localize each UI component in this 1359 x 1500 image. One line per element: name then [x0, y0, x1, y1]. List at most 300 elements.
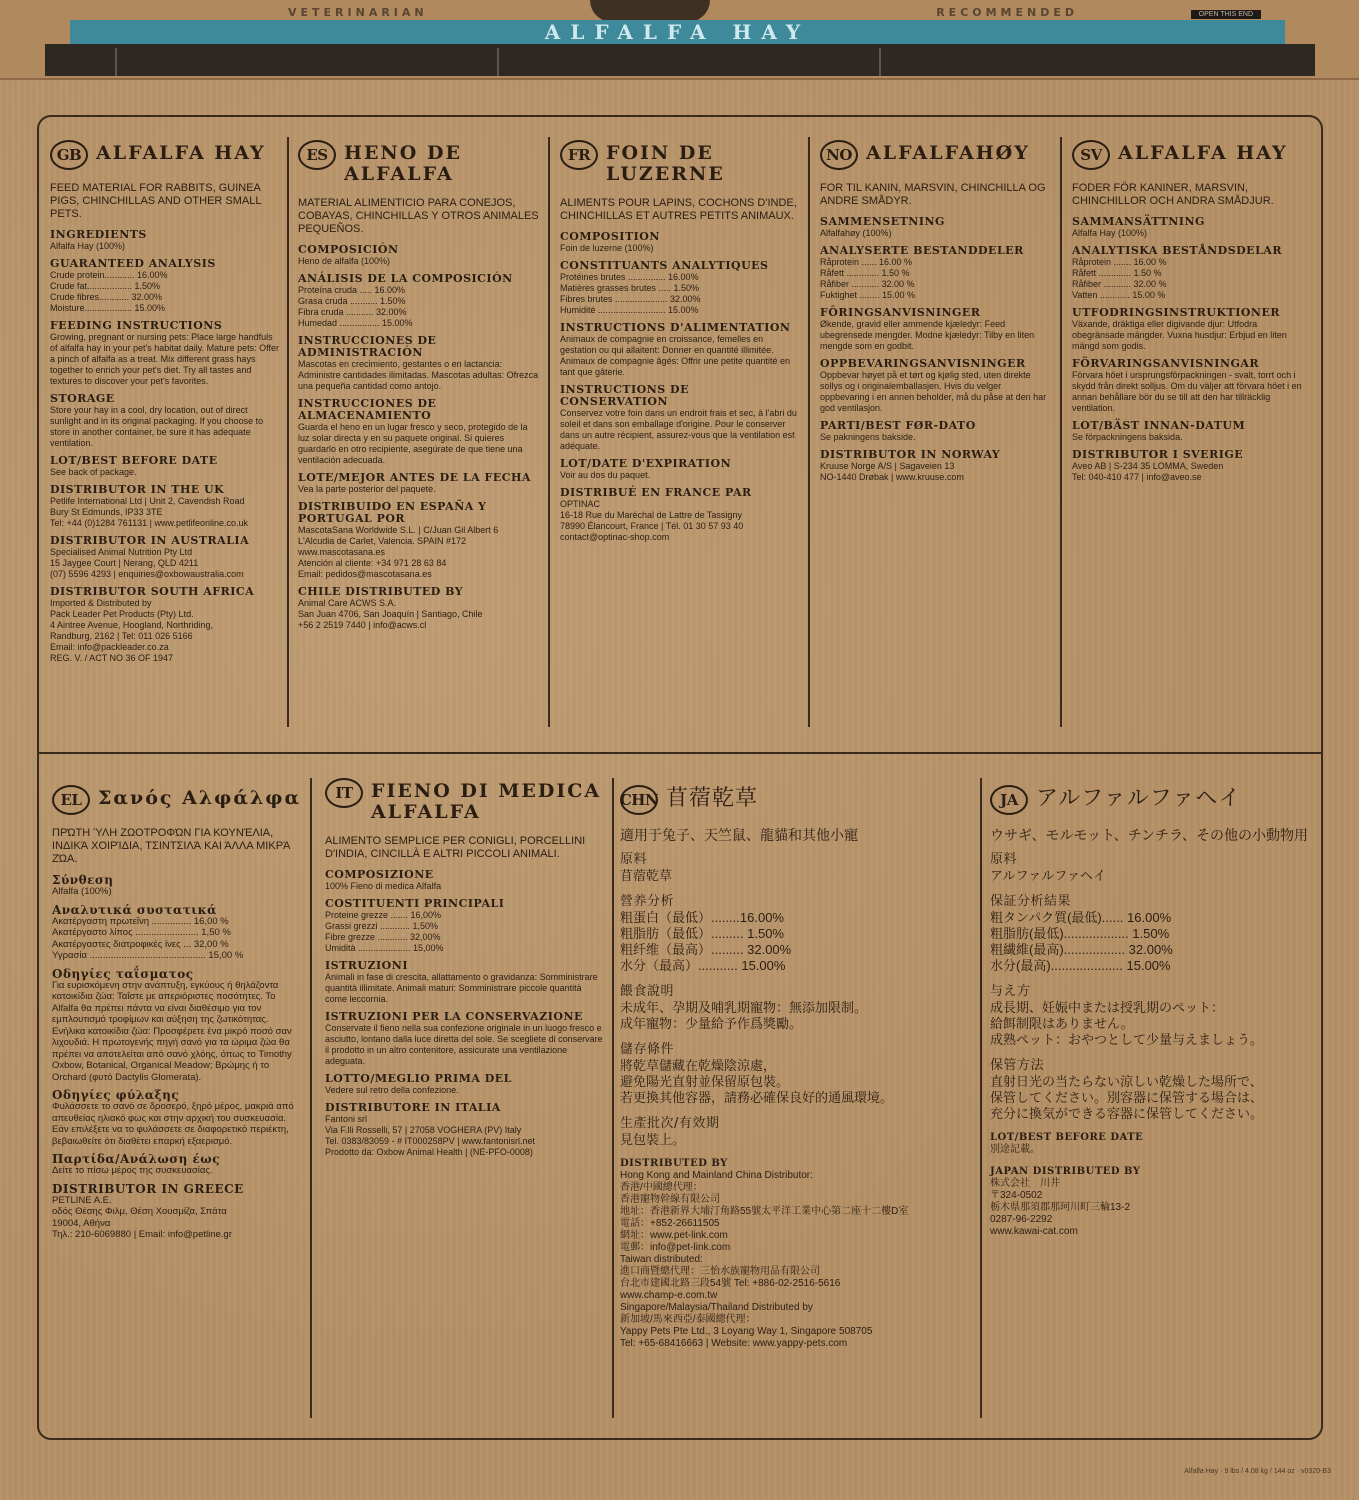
top-tagline	[38, 6, 1328, 18]
section-text: Förvara höet i ursprungsförpackningen - svalt, torrt och i skydd från direkt solljus. Om du väljer att förvara höet i en annan behållare bör du se till att den har tillräcklig ventilation.	[1072, 370, 1302, 413]
section-heading: Οδηγίες ταΐσματος	[52, 966, 194, 981]
panel-chn	[620, 785, 975, 1360]
section-line: Kruuse Norge A/S | Sagaveien 13	[820, 461, 955, 471]
panel-section	[50, 258, 280, 314]
panel-section	[298, 398, 540, 466]
section-line: Tel. 0383/83059 - # IT000258PV | www.fantonisrl.net	[325, 1136, 535, 1146]
section-lines	[52, 1195, 302, 1241]
panel-section	[325, 869, 605, 892]
section-line: 0287-96-2292	[990, 1214, 1053, 1225]
section-text: Store your hay in a cool, dry location, out of direct sunlight and in its original packaging. If you choose to store in another container, be sure it has adequate ventilation.	[50, 405, 264, 448]
section-line: San Juan 4706, San Joaquín | Santiago, Chile	[298, 609, 483, 619]
panel-intro: MATERIAL ALIMENTICIO PARA CONEJOS, COBAYAS, CHINCHILLAS Y OTROS ANIMALES PEQUEÑOS.	[298, 197, 539, 235]
panel-gb	[50, 140, 280, 670]
section-text: Økende, gravid eller ammende kjæledyr: Feed ubegrensede mengder. Modne kjæledyr: Tilby en liten mengde som en godbit.	[820, 319, 1035, 351]
top-strip-segment	[497, 48, 873, 76]
section-line: 地址：香港新界大埔汀角路55號太平洋工業中心第二座十二樓D室	[620, 1206, 909, 1217]
section-line: Crude fibres............ 32.00%	[50, 292, 163, 302]
section-heading: LOTTO/MEGLIO PRIMA DEL	[325, 1072, 512, 1085]
panel-title: ALFALFA HAY	[1118, 142, 1288, 164]
panel-section	[820, 216, 1052, 239]
section-heading: ANALYTISKA BESTÅNDSDELAR	[1072, 244, 1282, 257]
section-line: Humedad ................ 15.00%	[298, 318, 413, 328]
section-lines	[298, 598, 540, 631]
section-lines	[820, 257, 1052, 301]
distribution-section	[620, 1158, 975, 1350]
section-line: Crude fat.................. 1.50%	[50, 281, 161, 291]
section-line: Proteine grezze ....... 16,00%	[325, 910, 442, 920]
section-line: Ακατέργαστες διατροφικές ίνες ... 32,00 %	[52, 938, 229, 950]
section-heading: CONSTITUANTS ANALYTIQUES	[560, 259, 769, 272]
panel-section	[298, 335, 540, 392]
section-text: Φυλάσσετε το σανό σε δροσερό, ξηρό μέρος, μακριά από απευθείας ηλιακό φως και στην αρχική του συσκευασία. Εάν επιλέξετε να το φυλάσσετε σε διαφορετικό περιέκτη, βεβαιωθείτε ότι διαθέτει επαρκή εξαερισμό.	[52, 1101, 294, 1147]
section-line: Singapore/Malaysia/Thailand Distributed by	[620, 1302, 813, 1313]
section-heading: INSTRUCCIONES DE ADMINISTRACIÓN	[298, 334, 437, 359]
panel-header	[620, 785, 975, 815]
panel-section	[50, 586, 280, 664]
section-text: Conservez votre foin dans un endroit frais et sec, à l'abri du soleil et dans son emballage d'origine. Pour le conserver dans un autre récipient, assurez-vous que la ventilation est adéquate.	[560, 408, 797, 451]
section-heading: ISTRUZIONI	[325, 959, 408, 972]
panel-no	[820, 140, 1052, 489]
section-heading: Οδηγίες φύλαξης	[52, 1088, 180, 1102]
section-heading: 餵食說明	[620, 984, 675, 999]
language-code-badge: IT	[325, 778, 363, 808]
section-line: 成長期、妊娠中または授乳期のペット：	[990, 1000, 1225, 1015]
panel-section	[990, 1132, 1315, 1156]
column-divider	[548, 137, 550, 727]
section-line: Grassi grezzi ............ 1,50%	[325, 921, 439, 931]
section-text: Mascotas en crecimiento, gestantes o en lactancia: Administre cantidades ilimitadas. Mascotas adultas: Ofrezca una pequeña cantidad como antojo.	[298, 359, 539, 391]
section-text: Animali in fase di crescita, allattamento o gravidanza: Somministrare quantità illimitate. Animali maturi: Somministrare piccole quantità come leccornia.	[325, 972, 598, 1004]
section-line: οδός Θέσης Φιλμ, Θέση Χουσμίζα, Σπάτα	[52, 1206, 227, 1217]
row-divider	[37, 752, 1323, 754]
panel-section	[325, 960, 605, 1005]
panel-intro: FOR TIL KANIN, MARSVIN, CHINCHILLA OG ANDRE SMÅDYR.	[820, 182, 1046, 207]
section-line: 栃木県那須郡那珂川町三輪13-2	[990, 1202, 1131, 1213]
panel-section	[820, 307, 1052, 352]
section-heading: JAPAN DISTRIBUTED BY	[990, 1166, 1141, 1177]
panel-title: FIENO DI MEDICA ALFALFA	[371, 780, 602, 823]
panel-section	[325, 1102, 605, 1158]
section-lines	[50, 270, 280, 314]
section-text: Growing, pregnant or nursing pets: Place large handfuls of alfalfa hay in your pet's habitat daily. Mature pets: Offer a pinch of alfalfa as a treat. Mix different grass hays together to enrich your pet's diet. Try all tastes and textures to discover your pet's favorites.	[50, 332, 280, 386]
section-line: Petlife International Ltd | Unit 2, Cavendish Road	[50, 496, 245, 506]
section-line: 15 Jaygee Court | Nerang, QLD 4211	[50, 558, 199, 568]
panel-intro: ウサギ、モルモット、チンチラ、その他の小動物用	[990, 827, 1308, 843]
language-code-badge: SV	[1072, 140, 1110, 170]
panel-section	[52, 1153, 302, 1177]
section-text: Alfalfa Hay (100%)	[1072, 228, 1148, 238]
section-line: L'Alcudia de Carlet, Valencia. SPAIN #172	[298, 536, 466, 546]
section-line: Imported & Distributed by	[50, 598, 152, 608]
section-text: 見包裝上。	[620, 1132, 686, 1147]
section-line: Råprotein ....... 16.00 %	[1072, 257, 1167, 267]
panel-header	[298, 140, 540, 185]
language-code-badge: FR	[560, 140, 598, 170]
section-heading: LOT/BEST BEFORE DATE	[50, 454, 218, 467]
panel-title: ALFALFA HAY	[96, 142, 266, 164]
section-heading: FÖRVARINGSANVISNINGAR	[1072, 357, 1260, 370]
section-line: 給餌制限はありません。	[990, 1016, 1134, 1031]
panel-section	[50, 484, 280, 529]
section-heading: 生產批次/有效期	[620, 1116, 720, 1131]
panel-section	[560, 384, 800, 452]
section-heading: 原料	[990, 852, 1018, 867]
section-heading: COSTITUENTI PRINCIPALI	[325, 897, 505, 910]
section-heading: DISTRIBUTOR IN NORWAY	[820, 448, 1001, 461]
section-text: Alfalfa (100%)	[52, 886, 112, 897]
section-heading: UTFODRINGSINSTRUKTIONER	[1072, 306, 1281, 319]
section-line: Fibres brutes ..................... 32.00%	[560, 294, 701, 304]
panel-el	[52, 785, 302, 1247]
panel-sv	[1072, 140, 1312, 489]
section-line: 避免陽光直射並保留原包裝。	[620, 1074, 790, 1089]
section-line: Τηλ.: 210-6069880 | Email: info@petline.gr	[52, 1229, 232, 1240]
section-heading: INGREDIENTS	[50, 228, 147, 241]
section-line: Råprotein ...... 16.00 %	[820, 257, 913, 267]
section-heading: Αναλυτικά συστατικά	[52, 902, 217, 917]
panel-it	[325, 778, 605, 1164]
section-line: www.mascotasana.es	[298, 547, 386, 557]
section-line: Atención al cliente: +34 971 28 63 84	[298, 558, 447, 568]
panel-section	[52, 874, 302, 898]
section-line: 新加坡/馬來西亞/泰國總代理：	[620, 1314, 756, 1325]
section-line: REG. V. / ACT NO 36 OF 1947	[50, 653, 174, 663]
section-heading: CHILE DISTRIBUTED BY	[298, 585, 464, 598]
top-right-text: RECOMMENDED	[936, 6, 1078, 19]
section-heading: GUARANTEED ANALYSIS	[50, 257, 216, 270]
panel-section	[620, 1116, 975, 1148]
column-divider	[980, 778, 982, 1418]
section-line: Protéines brutes ............... 16.00%	[560, 272, 699, 282]
section-line: www.kawai-cat.com	[990, 1226, 1078, 1237]
section-line: Fantoni srl	[325, 1114, 368, 1124]
section-heading: 保証分析結果	[990, 894, 1072, 909]
section-heading: INSTRUCCIONES DE ALMACENAMIENTO	[298, 397, 437, 422]
section-heading: DISTRIBUTOR IN THE UK	[50, 483, 225, 496]
panel-section	[620, 1042, 975, 1106]
section-text: Vedere sul retro della confezione.	[325, 1085, 459, 1095]
section-line: Proteína cruda ..... 16.00%	[298, 285, 406, 295]
section-text: 100% Fieno di medica Alfalfa	[325, 881, 442, 891]
section-lines	[325, 910, 605, 954]
open-this-end-label: OPEN THIS END	[1191, 10, 1261, 19]
section-heading: DISTRIBUTOR IN GREECE	[52, 1181, 244, 1196]
panel-section	[990, 1058, 1315, 1122]
section-heading: COMPOSICIÓN	[298, 243, 399, 256]
section-line: 株式会社 川井	[990, 1178, 1060, 1189]
section-heading: FEEDING INSTRUCTIONS	[50, 319, 223, 332]
section-heading: SAMMENSETNING	[820, 215, 945, 228]
section-heading: INSTRUCTIONS DE CONSERVATION	[560, 383, 689, 408]
section-line: Tel: 040-410 477 | info@aveo.se	[1072, 472, 1202, 482]
section-line: Aveo AB | S-234 35 LOMMA, Sweden	[1072, 461, 1224, 471]
column-divider	[287, 137, 289, 727]
language-code-badge: JA	[990, 785, 1028, 815]
panel-header	[560, 140, 800, 185]
panel-section	[298, 273, 540, 329]
section-text: Vea la parte posterior del paquete.	[298, 484, 436, 494]
language-code-badge: CHN	[620, 785, 658, 815]
section-line: 粗纤维（最高）......... 32.00%	[620, 942, 792, 957]
section-lines	[620, 910, 975, 974]
section-text: Για ευρισκόμενη στην ανάπτυξη, εγκύους ή θηλάζοντα κατοικίδια ζώα: Ταΐστε με απεριόριστες ποσότητες. Το Alfalfa θα πρέπει πάντα να είναι διαθέσιμο για τον εμπλουτισμό τροφίμων και αύξηση της ζωτικότητας. Ενήλικα κατοικίδια ζώα: Προσφέρετε ένα μικρό ποσό σαν λιχουδιά. Η πρωτογενής πηγή σανό για τα ώριμα ζώα θα πρέπει να αποτελείται από σανό χλόης, όπως το Timothy Oxbow, Botanical, Organical Meadow; Βρώμης ή το Orchard (φυτό Dactylis Glomerata).	[52, 979, 292, 1083]
section-text: Alfalfa Hay (100%)	[50, 241, 126, 251]
section-line: 香港/中國總代理：	[620, 1182, 703, 1193]
panel-section	[560, 322, 800, 378]
section-lines	[298, 525, 540, 580]
section-line: 水分（最高）........... 15.00%	[620, 958, 786, 973]
section-line: Fuktighet ........ 15.00 %	[820, 290, 916, 300]
section-line: 78990 Élancourt, France | Tél. 01 30 57 93 40	[560, 521, 744, 531]
section-heading: DISTRIBUTORE IN ITALIA	[325, 1101, 501, 1114]
panel-section	[560, 458, 800, 481]
section-line: Fibre grezze ............ 32,00%	[325, 932, 441, 942]
language-code-badge: NO	[820, 140, 858, 170]
section-lines	[50, 598, 280, 664]
section-heading: DISTRIBUIDO EN ESPAÑA Y PORTUGAL POR	[298, 500, 487, 525]
section-line: 成年寵物：少量給予作爲獎勵。	[620, 1016, 803, 1031]
panel-title: ALFALFAHØY	[866, 142, 1030, 164]
section-lines	[620, 1000, 975, 1032]
section-heading: DISTRIBUTOR SOUTH AFRICA	[50, 585, 255, 598]
product-band: ALFALFA HAY	[70, 20, 1285, 44]
section-heading: DISTRIBUTOR I SVERIGE	[1072, 448, 1244, 461]
panel-header	[325, 778, 605, 823]
section-line: Specialised Animal Nutrition Pty Ltd	[50, 547, 193, 557]
section-heading: PARTI/BEST FØR-DATO	[820, 419, 976, 432]
section-heading: ISTRUZIONI PER LA CONSERVAZIONE	[325, 1010, 583, 1023]
section-lines	[50, 496, 280, 529]
panel-section	[325, 1011, 605, 1067]
section-line: Matières grasses brutes ..... 1.50%	[560, 283, 700, 293]
section-line: 粗繊維(最高)................. 32.00%	[990, 942, 1173, 957]
section-text: Animaux de compagnie en croissance, femelles en gestation ou qui allaitent: Donner en quantité illimitée. Animaux de compagnie âgés: Offrir une petite quantité en tant que gâterie.	[560, 334, 790, 377]
panel-section	[50, 320, 280, 387]
section-lines	[50, 547, 280, 580]
language-code-badge: ES	[298, 140, 336, 170]
section-heading: ANÁLISIS DE LA COMPOSICIÓN	[298, 272, 513, 285]
panel-section	[1072, 245, 1312, 301]
section-line: 將乾草儲藏在乾燥陰涼處，	[620, 1058, 777, 1073]
section-line: Crude protein............ 16.00%	[50, 270, 168, 280]
panel-section	[820, 358, 1052, 414]
section-text: 苜蓿乾草	[620, 868, 673, 883]
section-line: 電郵：info@pet-link.com	[620, 1242, 731, 1253]
section-text: Alfalfahøy (100%)	[820, 228, 892, 238]
section-heading: LOT/BÄST INNAN-DATUM	[1072, 419, 1246, 432]
panel-section	[620, 894, 975, 974]
panel-section	[50, 393, 280, 449]
section-text: Foin de luzerne (100%)	[560, 243, 654, 253]
section-heading: LOTE/MEJOR ANTES DE LA FECHA	[298, 471, 531, 484]
panel-section	[1072, 358, 1312, 414]
language-code-badge: EL	[52, 785, 90, 815]
panel-section	[298, 586, 540, 631]
section-heading: SAMMANSÄTTNING	[1072, 215, 1205, 228]
section-line: contact@optinac-shop.com	[560, 532, 670, 542]
section-line: Pack Leader Pet Products (Pty) Ltd.	[50, 609, 194, 619]
section-line: 直射日光の当たらない涼しい乾燥した場所で、	[990, 1074, 1263, 1089]
column-divider	[808, 137, 810, 727]
section-heading: Παρτίδα/Ανάλωση έως	[52, 1152, 221, 1166]
section-text: Heno de alfalfa (100%)	[298, 256, 391, 266]
panel-intro: FODER FÖR KANINER, MARSVIN, CHINCHILLOR OCH ANDRA SMÅDJUR.	[1072, 182, 1274, 207]
top-dark-strip	[45, 44, 1315, 76]
section-line: Yappy Pets Pte Ltd., 3 Loyang Way 1, Singapore 508705	[620, 1326, 873, 1337]
section-line: 進口商暨總代理：三怡水族寵物用品有限公司	[620, 1266, 820, 1277]
panel-section	[52, 1089, 302, 1147]
section-heading: FÔRINGSANVISNINGER	[820, 306, 981, 319]
section-line: 若更換其他容器，請務必確保良好的通風環境。	[620, 1090, 894, 1105]
panel-header	[990, 785, 1315, 815]
panel-header	[52, 785, 302, 815]
section-heading: LOT/DATE D'EXPIRATION	[560, 457, 732, 470]
section-heading: Σύνθεση	[52, 873, 114, 887]
panel-section	[560, 260, 800, 316]
section-line: 粗蛋白（最低）........16.00%	[620, 910, 784, 925]
panel-section	[560, 231, 800, 254]
panel-section	[1072, 420, 1312, 443]
section-lines	[990, 910, 1315, 974]
section-lines	[620, 1170, 975, 1350]
section-heading: LOT/BEST BEFORE DATE	[990, 1132, 1144, 1143]
section-line: 別途記載。	[990, 1144, 1040, 1155]
section-text: アルファルファヘイ	[990, 868, 1106, 883]
panel-title: アルファルファヘイ	[1036, 786, 1242, 811]
section-line: 網址：www.pet-link.com	[620, 1230, 728, 1241]
section-heading: 与え方	[990, 984, 1031, 999]
section-line: Via F.lli Rosselli, 57 | 27058 VOGHERA (PV) Italy	[325, 1125, 522, 1135]
section-heading: ANALYSERTE BESTANDDELER	[820, 244, 1024, 257]
panel-intro: ΠΡΏΤΗ ΎΛΗ ΖΩΟΤΡΟΦΏΝ ΓΙΑ ΚΟΥΝΈΛΙΑ, ΙΝΔΙΚΆ ΧΟΙΡΊΔΙΑ, ΤΣΙΝΤΣΙΛΆ ΚΑΙ ΆΛΛΑ ΜΙΚΡΆ ΖΏΑ.	[52, 827, 291, 865]
column-divider	[310, 778, 312, 1418]
section-heading: STORAGE	[50, 392, 115, 405]
section-line: Råfiber ........... 32.00 %	[1072, 279, 1167, 289]
section-line: Email: pedidos@mascotasana.es	[298, 569, 432, 579]
package-footer: Alfalfa Hay · 9 lbs / 4.08 kg / 144 oz · v0320-B3	[1184, 1468, 1331, 1475]
panel-section	[620, 852, 975, 884]
section-line: (07) 5596 4293 | enquiries@oxbowaustralia.com	[50, 569, 244, 579]
panel-section	[52, 904, 302, 962]
panel-section	[990, 852, 1315, 884]
panel-section	[50, 535, 280, 580]
section-lines	[52, 916, 302, 962]
section-line: Ακατέργαστο λίπος ........................ 1,50 %	[52, 927, 231, 938]
column-divider	[612, 778, 614, 1418]
section-heading: OPPBEVARINGSANVISNINGER	[820, 357, 1026, 370]
panel-section	[52, 968, 302, 1084]
panel-intro: ALIMENTO SEMPLICE PER CONIGLI, PORCELLINI D'INDIA, CINCILLÀ E ALTRI PICCOLI ANIMALI.	[325, 835, 586, 860]
section-line: Moisture................... 15.00%	[50, 303, 166, 313]
section-heading: 營养分析	[620, 894, 675, 909]
panel-section	[1072, 307, 1312, 352]
section-line: Email: info@packleader.co.za	[50, 642, 169, 652]
column-divider	[1060, 137, 1062, 727]
section-line: Ακατέργαστη πρωτεΐνη ............... 16,00 %	[52, 915, 229, 927]
section-line: Vatten ............ 15.00 %	[1072, 290, 1166, 300]
section-heading: 保管方法	[990, 1058, 1045, 1073]
section-text: See back of package.	[50, 467, 137, 477]
section-heading: COMPOSITION	[560, 230, 660, 243]
section-line: 水分(最高).................... 15.00%	[990, 958, 1171, 973]
section-lines	[620, 1058, 975, 1106]
panel-section	[820, 420, 1052, 443]
section-line: OPTINAC	[560, 499, 601, 509]
panel-title: 苜蓿乾草	[666, 786, 759, 811]
panel-section	[820, 245, 1052, 301]
section-line: MascotaSana Worldwide S.L. | C/Juan Gil Albert 6	[298, 525, 499, 535]
panel-title: HENO DE ALFALFA	[344, 142, 462, 185]
panel-section	[298, 472, 540, 495]
panel-section	[1072, 216, 1312, 239]
section-heading: DISTRIBUTED BY	[620, 1158, 728, 1169]
section-text: Guarda el heno en un lugar fresco y seco, protegido de la luz solar directa y en su paquete original. Si quieres guardarlo en otro recipiente, asegúrate de que tiene una ventilación adecuada.	[298, 422, 528, 465]
section-line: 4 Aintree Avenue, Hoogland, Northriding,	[50, 620, 213, 630]
section-line: Bury St Edmunds, IP33 3TE	[50, 507, 163, 517]
section-lines	[990, 1074, 1315, 1122]
section-line: 保管してください。別容器に保管する場合は、	[990, 1090, 1264, 1105]
panel-section	[990, 894, 1315, 974]
panel-section	[620, 984, 975, 1032]
section-lines	[990, 1144, 1315, 1156]
section-lines	[560, 272, 800, 316]
panel-es	[298, 140, 540, 637]
panel-section	[50, 229, 280, 252]
section-line: Råfett ............. 1.50 %	[1072, 268, 1162, 278]
panel-header	[820, 140, 1052, 170]
section-line: Taiwan distributed:	[620, 1254, 703, 1265]
panel-section	[325, 1073, 605, 1096]
section-line: 〒324-0502	[990, 1190, 1043, 1201]
section-text: Växande, dräktiga eller digivande djur: Utfodra obegränsade mängder. Vuxna husdjur: Erbjud en liten mängd som godis.	[1072, 319, 1287, 351]
panel-section	[52, 1183, 302, 1241]
panel-header	[50, 140, 280, 170]
panel-section	[325, 898, 605, 954]
section-lines	[820, 461, 1052, 483]
section-line: 粗脂肪(最低).................. 1.50%	[990, 926, 1170, 941]
section-heading: 原料	[620, 852, 648, 867]
section-line: 充分に換気ができる容器に保管してください。	[990, 1106, 1264, 1121]
section-line: 香港寵物幹線有限公司	[620, 1194, 720, 1205]
panel-section	[1072, 449, 1312, 483]
section-heading: DISTRIBUÉ EN FRANCE PAR	[560, 486, 752, 499]
panel-intro: ALIMENTS POUR LAPINS, COCHONS D'INDE, CHINCHILLAS ET AUTRES PETITS ANIMAUX.	[560, 197, 797, 222]
section-line: +56 2 2519 7440 | info@acws.cl	[298, 620, 427, 630]
section-lines	[560, 499, 800, 543]
section-lines	[990, 1000, 1315, 1048]
section-line: 電話：+852-26611505	[620, 1218, 720, 1229]
section-text: Δείτε το πίσω μέρος της συσκευασίας.	[52, 1165, 213, 1176]
top-left-text: VETERINARIAN	[288, 6, 428, 19]
panel-section	[50, 455, 280, 478]
section-line: 19004, Αθήνα	[52, 1217, 111, 1229]
section-line: 台北市建國北路三段54號 Tel: +886-02-2516-5616	[620, 1278, 841, 1289]
section-lines	[298, 285, 540, 329]
panel-title: FOIN DE LUZERNE	[606, 142, 725, 185]
section-line: Råfiber ........... 32.00 %	[820, 279, 915, 289]
section-line: www.champ-e.com.tw	[620, 1290, 718, 1301]
panel-section	[820, 449, 1052, 483]
panel-ja	[990, 785, 1315, 1248]
section-heading: COMPOSIZIONE	[325, 868, 434, 881]
section-line: 粗タンパク質(最低)...... 16.00%	[990, 910, 1172, 925]
box-top-flap	[0, 0, 1359, 80]
top-strip-segment	[115, 48, 491, 76]
panel-section	[298, 501, 540, 580]
section-line: Tel: +65-68416663 | Website: www.yappy-pets.com	[620, 1338, 848, 1349]
section-line: Umidità ..................... 15,00%	[325, 943, 444, 953]
